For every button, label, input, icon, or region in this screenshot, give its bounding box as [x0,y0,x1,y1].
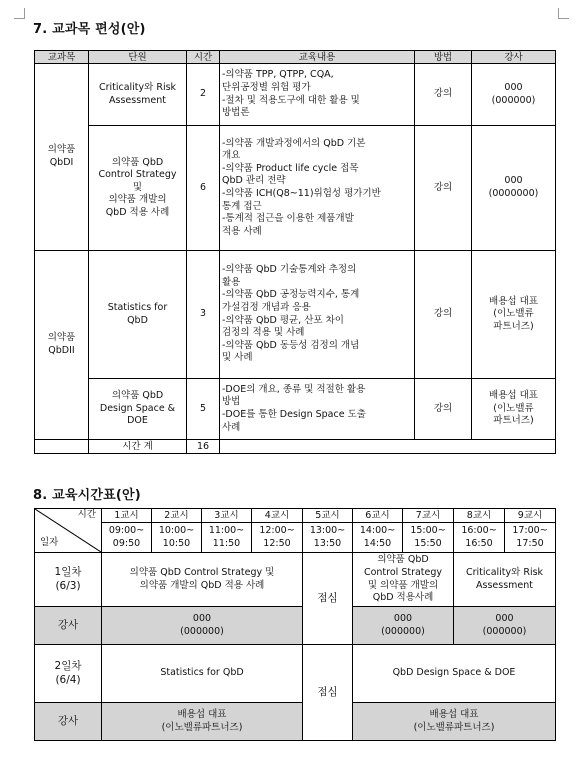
period-label: 4교시 [252,509,303,523]
instructor-line: 000 [495,612,514,624]
day2-label [35,645,102,703]
day2-instructor-1 [102,703,303,741]
period-time [454,523,505,553]
total-hours: 16 [187,440,220,454]
content-line: 방법 [222,396,241,408]
subject-cell [35,251,89,440]
instructor-line: 파트너즈) [493,320,534,332]
table-row [35,251,556,379]
instructor-cell [472,251,556,379]
content-line: -의약품 TPP, QTPP, CQA, [222,69,334,81]
time-start: 14:00~ [359,524,396,536]
instructor-line: 파트너즈) [493,415,534,427]
unit-line: Control Strategy [98,169,177,181]
subject-line: 의약품 [47,332,76,344]
instructor-line: (000000) [381,625,425,637]
hours-cell: 2 [187,64,220,126]
day1-label [35,553,102,607]
day1-session-3 [454,553,556,607]
day-label: 2일차 [54,659,82,672]
header-hours: 시간 [187,51,220,64]
content-line: -의약품 Product life cycle 접목 [222,162,359,174]
period-time [202,523,252,553]
time-end: 09:50 [112,537,141,549]
session-line: Control Strategy [363,566,443,578]
day2-row [35,645,556,703]
section-7-title: 7. 교과목 편성(안) [33,22,146,37]
period-label: 8교시 [454,509,505,523]
content-line: -의약품 QbD 공정능력지수, 통계 [222,289,360,301]
instructor-line: 배용섭 대표 [429,708,479,720]
instructor-line: 000 [192,612,212,624]
instructor-line: (0000000) [488,188,539,199]
instructor-line: (이노밸류파트너즈) [413,721,495,733]
method-cell: 강의 [415,251,472,379]
instructor-line: (000000) [482,625,527,637]
section-8-title: 8. 교육시간표(안) [33,488,141,503]
unit-line: 및 [132,181,143,193]
table-row [35,126,556,251]
unit-line: 의약품 QbD [111,156,164,168]
content-line: -의약품 ICH(Q8~11)위험성 평가기반 [222,188,381,199]
time-end: 15:50 [414,537,442,549]
subject-line: QbDI [49,157,74,168]
time-start: 11:00~ [208,524,245,536]
time-start: 15:00~ [410,524,446,536]
unit-line: QbD 적용 사례 [105,206,170,218]
time-start: 17:00~ [512,524,548,536]
corner-time-label: 시간 [77,509,96,520]
day1-session-1 [102,553,303,607]
day1-instructor-3 [454,607,556,645]
table-header-row [35,51,556,64]
content-line: -의약품 개발과정에서의 QbD 기본 [222,137,366,149]
unit-line: 의약품 개발의 [108,194,167,206]
method-cell: 강의 [415,126,472,251]
unit-cell [89,379,187,440]
instructor-line: (000000) [491,94,536,106]
content-cell [220,126,415,251]
content-cell [220,251,415,379]
day2-instructor-row [35,703,556,741]
instructor-line: (000000) [180,625,224,637]
period-label: 3교시 [202,509,252,523]
day-label: 1일차 [54,565,82,578]
total-row [35,440,556,454]
instructor-line: 000 [504,175,523,187]
header-subject: 교과목 [35,51,89,64]
unit-cell [89,126,187,251]
instructor-line: 000 [504,81,523,93]
period-time [505,523,556,553]
period-time [152,523,202,553]
day2-session-1: Statistics for QbD [102,645,303,703]
period-label: 7교시 [403,509,454,523]
time-end: 10:50 [162,537,191,549]
header-instructor: 강사 [472,51,556,64]
day1-instructor-2 [353,607,454,645]
content-line: 가설검정 개념과 응용 [222,301,311,313]
period-time-row [35,523,556,553]
content-line: -DOE를 통한 Design Space 도출 [222,409,366,420]
content-line: 통계 접근 [222,200,262,212]
unit-cell [89,64,187,126]
hours-cell: 5 [187,379,220,440]
period-label: 5교시 [303,509,353,523]
content-line: 및 사례 [222,352,253,364]
table-row [35,379,556,440]
content-line: 단위공정별 위험 평가 [222,81,311,93]
period-time [353,523,403,553]
session-line: 의약품 QbD [377,554,429,566]
content-line: 검정의 적용 및 사례 [222,327,305,339]
day-date: (6/3) [55,579,81,592]
subject-line: 의약품 [47,144,76,156]
day2-instructor-label: 강사 [35,703,102,741]
day2-session-2: QbD Design Space & DOE [353,645,556,703]
day1-instructor-1 [102,607,303,645]
content-cell [220,64,415,126]
period-time [403,523,454,553]
time-end: 17:50 [516,537,544,549]
period-label: 2교시 [152,509,202,523]
day2-lunch: 점심 [303,645,353,741]
session-line: 의약품 개발의 QbD 적용 사례 [139,579,265,591]
unit-line: QbD [127,314,148,326]
content-line: 방법론 [222,107,250,119]
header-content: 교육내용 [220,51,415,64]
curriculum-table [34,50,556,454]
header-method: 방법 [415,51,472,64]
subject-line: QbDII [48,345,75,356]
instructor-line: 000 [393,612,413,624]
period-row [35,509,556,523]
period-time [303,523,353,553]
time-end: 11:50 [212,537,241,549]
time-start: 09:00~ [108,524,145,536]
session-line: Criticality와 Risk [465,566,544,578]
subject-cell [35,64,89,251]
instructor-line: (이노밸류 [493,308,534,320]
time-start: 12:00~ [259,524,295,536]
day-date: (6/4) [55,673,81,686]
content-line: 활용 [222,276,241,288]
session-line: Assessment [476,579,533,591]
unit-line: Statistics for [107,301,168,313]
page-corner-top-left [14,8,25,19]
day1-lunch: 점심 [303,553,353,645]
instructor-line: 배용섭 대표 [489,295,538,307]
session-line: QbD 적용사례 [372,592,434,604]
instructor-line: 배용섭 대표 [177,708,227,720]
instructor-cell [472,126,556,251]
day1-session-2 [353,553,454,607]
instructor-cell [472,64,556,126]
method-cell: 강의 [415,379,472,440]
total-label: 시간 계 [89,440,187,454]
instructor-cell [472,379,556,440]
content-line: -의약품 QbD 동등성 검정의 개념 [222,339,360,351]
unit-line: Design Space & [99,402,176,414]
time-date-corner [35,509,102,553]
period-label: 9교시 [505,509,556,523]
unit-line: DOE [127,415,148,427]
time-end: 13:50 [313,537,342,549]
content-line: -DOE의 개요, 종류 및 적절한 활용 [222,383,366,395]
session-line: 및 의약품 개발의 [367,579,439,591]
period-label: 6교시 [353,509,403,523]
period-label: 1교시 [102,509,152,523]
total-empty [472,440,556,454]
total-empty [415,440,472,454]
unit-line: Assessment [109,94,166,106]
table-row [35,64,556,126]
session-line: 의약품 QbD Control Strategy 및 [129,566,275,578]
time-start: 16:00~ [461,524,497,536]
day2-instructor-2 [353,703,556,741]
content-line: QbD 관리 전략 [222,175,286,187]
unit-cell [89,251,187,379]
instructor-line: 배용섭 대표 [489,390,538,402]
content-line: -통계적 접근을 이용한 제품개발 [222,213,354,225]
time-start: 13:00~ [309,524,346,536]
day1-instructor-label: 강사 [35,607,102,645]
page-corner-top-right [558,8,569,19]
total-empty [220,440,415,454]
content-line: 적용 사례 [222,225,262,237]
time-end: 16:50 [465,537,493,549]
corner-date-label: 일자 [40,537,59,549]
content-line: -의약품 QbD 평균, 산포 차이 [222,314,344,326]
day1-instructor-row [35,607,556,645]
timetable [34,508,556,741]
content-line: 사례 [222,421,241,433]
period-time [102,523,152,553]
total-empty [35,440,89,454]
time-end: 12:50 [263,537,291,549]
day1-row [35,553,556,607]
unit-line: Criticality와 Risk [98,81,177,93]
hours-cell: 3 [187,251,220,379]
time-end: 14:50 [363,537,392,549]
period-time [252,523,303,553]
content-line: -절차 및 적용도구에 대한 활용 및 [222,94,360,106]
time-start: 10:00~ [158,524,195,536]
content-cell [220,379,415,440]
content-line: 개요 [222,150,241,162]
instructor-line: (이노밸류 [493,402,534,414]
method-cell: 강의 [415,64,472,126]
unit-line: 의약품 QbD [111,390,164,402]
hours-cell: 6 [187,126,220,251]
header-unit: 단원 [89,51,187,64]
content-line: -의약품 QbD 기술통계와 추정의 [222,264,357,276]
instructor-line: (이노밸류파트너즈) [161,721,243,733]
